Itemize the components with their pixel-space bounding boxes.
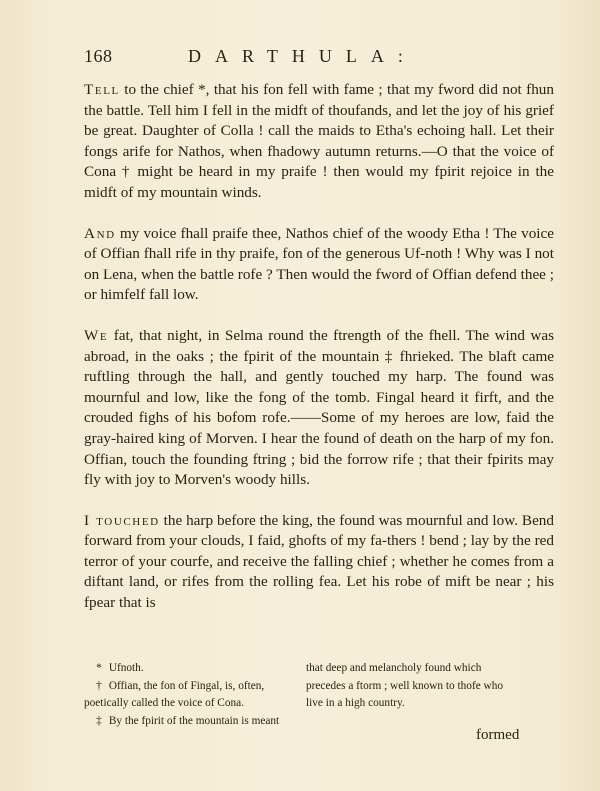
catchword: formed (476, 727, 520, 743)
footnote-continuation: that deep and melancholy found which (306, 662, 482, 674)
footnote-continuation: live in a high country. (306, 697, 405, 709)
footnote-text: Offian, the fon of Fingal, is, often, (108, 679, 265, 692)
footnote-continuation: precedes a ftorm ; well known to thofe who (306, 679, 504, 692)
paragraph-lead: I touched (84, 511, 160, 529)
paragraph (84, 511, 554, 614)
paragraph (84, 224, 554, 306)
footnote-text: poetically called the voice of Cona. (84, 697, 244, 709)
footnote-text: Ufnoth. (108, 662, 144, 674)
paragraph (84, 326, 554, 491)
paragraph-text: my voice fhall praife thee, Nathos chief of the woody Etha ! The voice of Offian fhall rife in thy praife, fon of the generous Uf-noth ! Why was I not on Lena, when the battle rofe ? Then would the fword of Offian defend thee ; or himfelf fall low. (84, 224, 554, 304)
footnotes-right-column (306, 660, 556, 713)
running-title: DARTHULA: (188, 46, 417, 66)
paragraph (84, 80, 554, 204)
paragraph-lead: And (84, 224, 116, 242)
paragraph-text: to the chief *, that his fon fell with fame ; that my fword did not fhun the battle. Tell him I fell in the midft of thoufands, and let the joy of his grief be great. Daughter of Colla ! call the maids to Etha's echoing hall. Let their fongs arife for Nathos, when fhadowy autumn returns.—O that the voice of Cona † might be heard in my praife ! then would my fpirit rejoice in the midft of my mountain winds. (84, 81, 554, 201)
paragraph-text: the harp before the king, the found was mournful and low. Bend forward from your clouds, I faid, ghofts of my fa-thers ! bend ; lay by the red terror of your courfe, and receive the falling chief ; whether he comes from a diftant land, or rifes from the rolling fea. Let his robe of mift be near ; his fpear that is (84, 511, 554, 612)
body-text (84, 80, 554, 634)
footnote (84, 678, 289, 696)
page-header (84, 46, 554, 70)
footnote-continuation (84, 695, 289, 713)
page-number: 168 (84, 46, 113, 66)
paragraph-lead: We (84, 326, 109, 344)
footnote (84, 713, 289, 731)
paragraph-lead: Tell (84, 81, 120, 98)
footnotes-left-column (84, 660, 289, 730)
footnote-text: By the fpirit of the mountain is meant (108, 714, 280, 727)
footnote-mark: * (96, 662, 102, 674)
footnote (84, 660, 289, 678)
footnote-mark: † (96, 679, 102, 692)
paragraph-text: fat, that night, in Selma round the ftrength of the fhell. The wind was abroad, in the oaks ; the fpirit of the mountain ‡ fhrieked. The blaft came ruftling through the hall, and gently touched my harp. The found was mournful and low, like the fong of the tomb. Fingal heard it firft, and the crouded fighs of his bofom rofe.——Some of my heroes are low, faid the gray-haired king of Morven. I hear the found of death on the harp of my fon. Offian, touch the founding ftring ; bid the forrow rife ; that their fpirits may fly with joy to Morven's woody hills. (84, 326, 554, 489)
footnote-mark: ‡ (96, 714, 102, 727)
